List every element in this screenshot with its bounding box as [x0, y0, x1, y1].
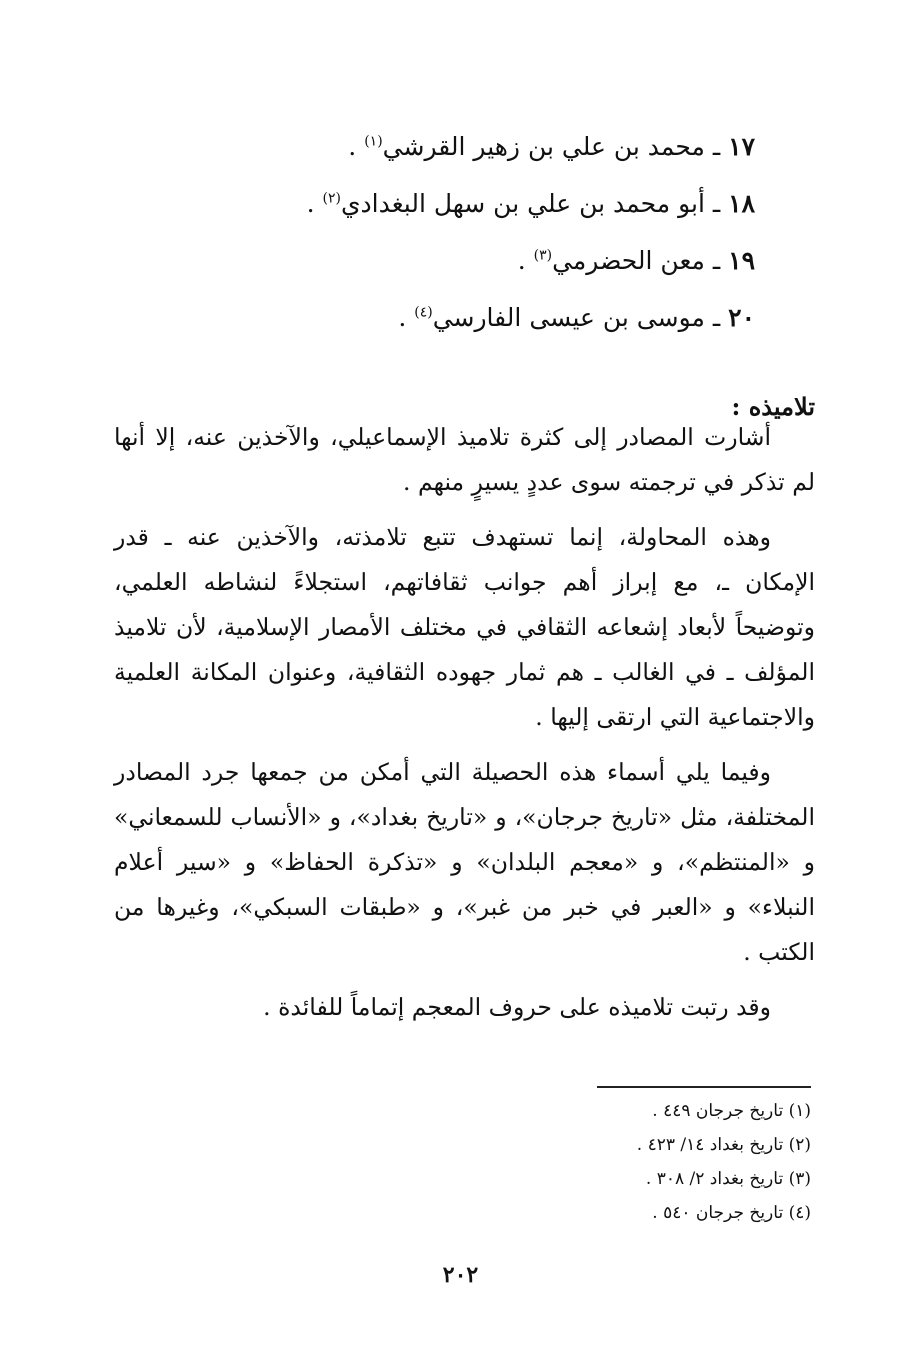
footnote-reference: (٤): [414, 304, 433, 321]
section-heading: تلاميذه :: [731, 392, 815, 421]
list-item-number: ١٩: [728, 246, 755, 275]
footnote-reference: (٣): [533, 247, 553, 264]
paragraph: وهذه المحاولة، إنما تستهدف تتبع تلامذته، والآخذين عنه ـ قدر الإمكان ـ، مع إبراز أهم جوانب ثقافاتهم، استجلاءً لنشاطه العلمي، وتوضيحاً لأبعاد إشعاعه الثقافي في مختلف الأمصار الإسلامية، لأن تلاميذ المؤلف ـ في الغالب ـ هم ثمار جهوده الثقافية، وعنوان المكانة العلمية والاجتماعية التي ارتقى إليها .: [114, 523, 815, 731]
list-item: ١٧ ـ محمد بن علي بن زهير القرشي$^{(١)}$ .: [348, 132, 755, 161]
list-item-number: ٢٠: [728, 303, 755, 332]
footnote: (١) تاريخ جرجان ٤٤٩ .: [652, 1101, 811, 1121]
list-item-name: محمد بن علي بن زهير القرشي: [382, 132, 705, 161]
list-item: ١٨ ـ أبو محمد بن علي بن سهل البغدادي$^{(٢)}$ .: [306, 189, 755, 218]
footnote-divider: [597, 1086, 811, 1088]
footnotes: [411, 1094, 811, 1230]
footnote-reference: (١): [364, 133, 383, 150]
list-item: ١٩ ـ معن الحضرمي$^{(٣)}$ .: [517, 246, 755, 275]
footnote-reference: (٢): [322, 190, 341, 207]
footnote: (٢) تاريخ بغداد ١٤/ ٤٢٣ .: [636, 1135, 811, 1155]
list-item: ٢٠ ـ موسى بن عيسى الفارسي$^{(٤)}$ .: [398, 303, 755, 332]
footnote: (٤) تاريخ جرجان ٥٤٠ .: [652, 1203, 811, 1223]
list-item-number: ١٨: [728, 189, 755, 218]
page-number: ٢٠٢: [442, 1262, 479, 1288]
paragraph: وقد رتبت تلاميذه على حروف المعجم إتماماً للفائدة .: [263, 993, 771, 1021]
paragraph: وفيما يلي أسماء هذه الحصيلة التي أمكن من جمعها جرد المصادر المختلفة، مثل «تاريخ جرجان»، و «تاريخ بغداد»، و «الأنساب للسمعاني» و «المنتظم»، و «معجم البلدان» و «تذكرة الحفاظ» و «سير أعلام النبلاء» و «العبر في خبر من غبر»، و «طبقات السبكي»، وغيرها من الكتب .: [114, 758, 815, 966]
list-item-name: أبو محمد بن علي بن سهل البغدادي: [340, 189, 705, 218]
list-item-number: ١٧: [728, 132, 755, 161]
footnote: (٣) تاريخ بغداد ٢/ ٣٠٨ .: [645, 1169, 811, 1189]
list-item-name: موسى بن عيسى الفارسي: [432, 303, 705, 332]
list-item-name: معن الحضرمي: [552, 246, 705, 275]
paragraph: أشارت المصادر إلى كثرة تلاميذ الإسماعيلي، والآخذين عنه، إلا أنها لم تذكر في ترجمته سوى عددٍ يسيرٍ منهم .: [114, 423, 815, 496]
body-text: [114, 415, 815, 1040]
numbered-name-list: [135, 118, 755, 346]
